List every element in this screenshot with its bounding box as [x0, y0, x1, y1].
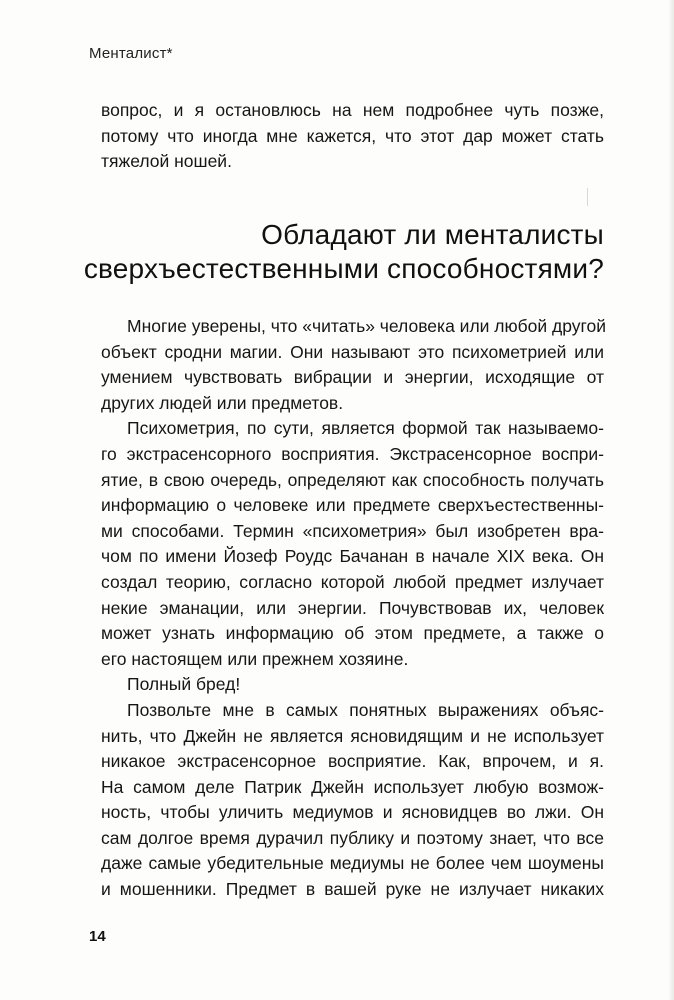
text-line: чом по имени Йозеф Роудс Бачанан в начале XIX века. Он [101, 546, 604, 567]
text-line: умением чувствовать вибрации и энергии, исходящие от [101, 367, 604, 388]
text-line: других людей или предметов. [101, 392, 344, 413]
text-line: ность, чтобы уличить медиумов и ясновидцев во лжи. Он [101, 802, 604, 823]
text-line: никакое экстрасенсорное восприятие. Как, впрочем, и я. [101, 751, 604, 772]
text-line: даже самые убедительные медиумы не более чем шоумены [101, 853, 604, 874]
text-line: сам долгое время дурачил публику и поэтому знает, что все [101, 827, 604, 848]
scan-artifact [587, 188, 588, 206]
text-line: ми способами. Термин «психометрия» был изобретен вра- [101, 520, 604, 541]
text-line: Психометрия, по сути, является формой так называемо- [127, 418, 604, 439]
page-number: 14 [89, 928, 106, 945]
text-line: создал теорию, согласно которой любой предмет излучает [101, 571, 604, 592]
text-line: и мошенники. Предмет в вашей руке не излучает никаких [101, 879, 604, 900]
text-line: информацию о человеке или предмете сверхъестественны- [101, 495, 604, 516]
text-line: го экстрасенсорного восприятия. Экстрасенсорное воспри- [101, 443, 604, 464]
text-line: Многие уверены, что «читать» человека или любой другой [127, 316, 607, 336]
text-line: его настоящем или прежнем хозяине. [101, 648, 409, 669]
text-line: тяжелой ношей. [101, 151, 232, 172]
text-line: некие эманации, или энергии. Почувствовав их, человек [101, 597, 604, 618]
text-line: потому что иногда мне кажется, что этот дар может стать [101, 125, 604, 146]
heading-line: сверхъестественными способностями? [83, 253, 604, 284]
heading-line: Обладают ли менталисты [261, 219, 604, 250]
text-line: объект сродни магии. Они называют это психометрией или [101, 341, 604, 362]
text-line: может узнать информацию об этом предмете, а также о [101, 623, 604, 644]
text-line: вопрос, и я остановлюсь на нем подробнее чуть позже, [101, 100, 604, 120]
section-heading [84, 218, 604, 286]
page-edge-shadow [668, 0, 674, 1000]
text-line: Полный бред! [127, 674, 241, 695]
running-head: Менталист* [89, 45, 173, 62]
text-line: ятие, в свою очередь, определяют как способность получать [101, 469, 604, 490]
text-line: Позвольте мне в самых понятных выражениях объяс- [127, 699, 604, 720]
intro-paragraph [101, 98, 604, 175]
body-text [101, 314, 607, 903]
text-line: На самом деле Патрик Джейн использует любую возмож- [101, 776, 604, 797]
text-line: нить, что Джейн не является ясновидящим и не использует [101, 725, 604, 746]
